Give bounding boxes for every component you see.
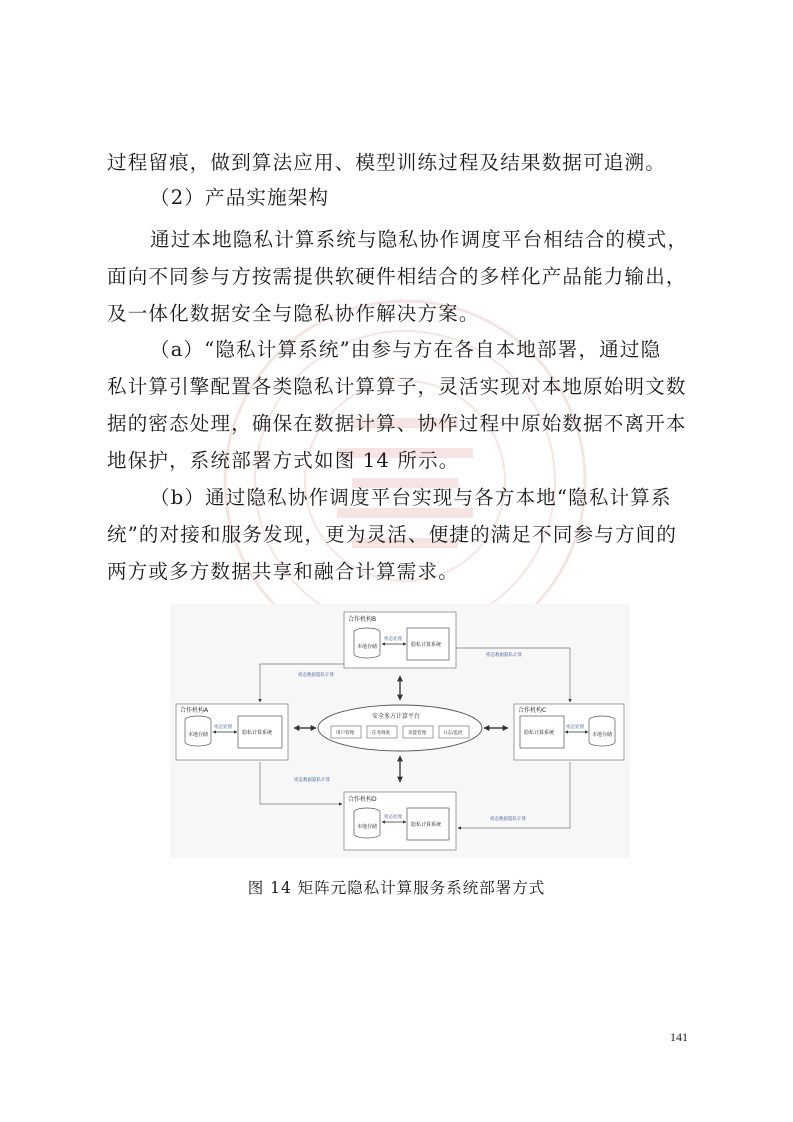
text-line: 过程留痕，做到算法应用、模型训练过程及结果数据可追溯。 (107, 151, 666, 174)
module-user-management: 用户管理 (336, 731, 354, 736)
link-label-bottom-right: 密态数据隐私计算 (490, 817, 526, 822)
org-b-title: 合作机构B (348, 616, 377, 623)
org-b-panel (344, 612, 456, 668)
text-line: 两方或多方数据共享和融合计算需求。 (107, 560, 459, 583)
text-line: 私计算引擎配置各类隐私计算算子，灵活实现对本地原始明文数 (107, 375, 687, 398)
paragraph-2-heading (150, 182, 736, 213)
text-line: 面向不同参与方按需提供软硬件相结合的多样化产品能力输出， (107, 265, 687, 288)
paragraph-3 (107, 224, 693, 329)
org-a-system-label: 隐私计算系统 (242, 730, 273, 736)
org-d-storage-label: 本地存储 (357, 824, 378, 830)
text-line: 地保护，系统部署方式如图 14 所示。 (107, 449, 460, 472)
module-function-management: 功能管理 (408, 731, 426, 736)
text-line: （a）“隐私计算系统”由参与方在各自本地部署，通过隐 (150, 338, 662, 361)
paragraph-5 (107, 482, 693, 587)
text-line: 及一体化数据安全与隐私协作解决方案。 (107, 302, 480, 325)
org-c-system-label: 隐私计算系统 (524, 730, 555, 736)
org-c-panel (514, 704, 624, 760)
org-d-arrow-label: 密态处理 (384, 815, 402, 820)
module-task-scheduling: 任务调度 (372, 731, 390, 736)
text-line: 统”的对接和服务发现，更为灵活、便捷的满足不同参与方间的 (107, 523, 678, 546)
org-b-arrow-label: 密态处理 (384, 637, 402, 642)
figure-caption: 图 14 矩阵元隐私计算服务系统部署方式 (247, 879, 546, 897)
org-c-title: 合作机构C (518, 707, 547, 714)
platform-title: 安全多方计算平台 (372, 713, 421, 720)
deployment-diagram (170, 604, 630, 858)
link-label-top-right: 密态数据隐私计算 (486, 653, 522, 658)
org-a-panel (176, 704, 288, 760)
org-d-panel (344, 792, 456, 850)
org-a-arrow-label: 密态处理 (214, 725, 232, 730)
org-c-arrow-label: 密态处理 (566, 725, 584, 730)
text-line: 据的密态处理，确保在数据计算、协作过程中原始数据不离开本 (107, 412, 687, 435)
org-b-storage-label: 本地存储 (357, 644, 378, 650)
org-a-storage-icon (185, 716, 211, 746)
link-label-top-left: 密态数据隐私计算 (298, 673, 334, 678)
paragraph-4 (107, 334, 693, 476)
text-line: （b）通过隐私协作调度平台实现与各方本地“隐私计算系 (150, 486, 672, 509)
module-log-monitor: 日志/监控 (443, 731, 463, 736)
org-b-storage-icon (354, 628, 380, 658)
text-line: 通过本地隐私计算系统与隐私协作调度平台相结合的模式， (150, 228, 689, 251)
org-c-storage-label: 本地存储 (592, 732, 613, 738)
org-a-storage-label: 本地存储 (188, 732, 209, 738)
link-label-bottom-left: 密态数据隐私计算 (294, 778, 330, 783)
org-c-storage-icon (589, 716, 615, 746)
org-d-title: 合作机构D (348, 796, 377, 803)
paragraph-1 (107, 147, 693, 178)
mpc-platform (318, 705, 482, 751)
org-b-system-label: 隐私计算系统 (411, 642, 442, 648)
page-number: 141 (670, 1030, 688, 1044)
org-d-storage-icon (354, 808, 380, 838)
org-a-title: 合作机构A (180, 707, 209, 714)
org-d-system-label: 隐私计算系统 (411, 822, 442, 828)
text-line: （2）产品实施架构 (150, 186, 330, 209)
